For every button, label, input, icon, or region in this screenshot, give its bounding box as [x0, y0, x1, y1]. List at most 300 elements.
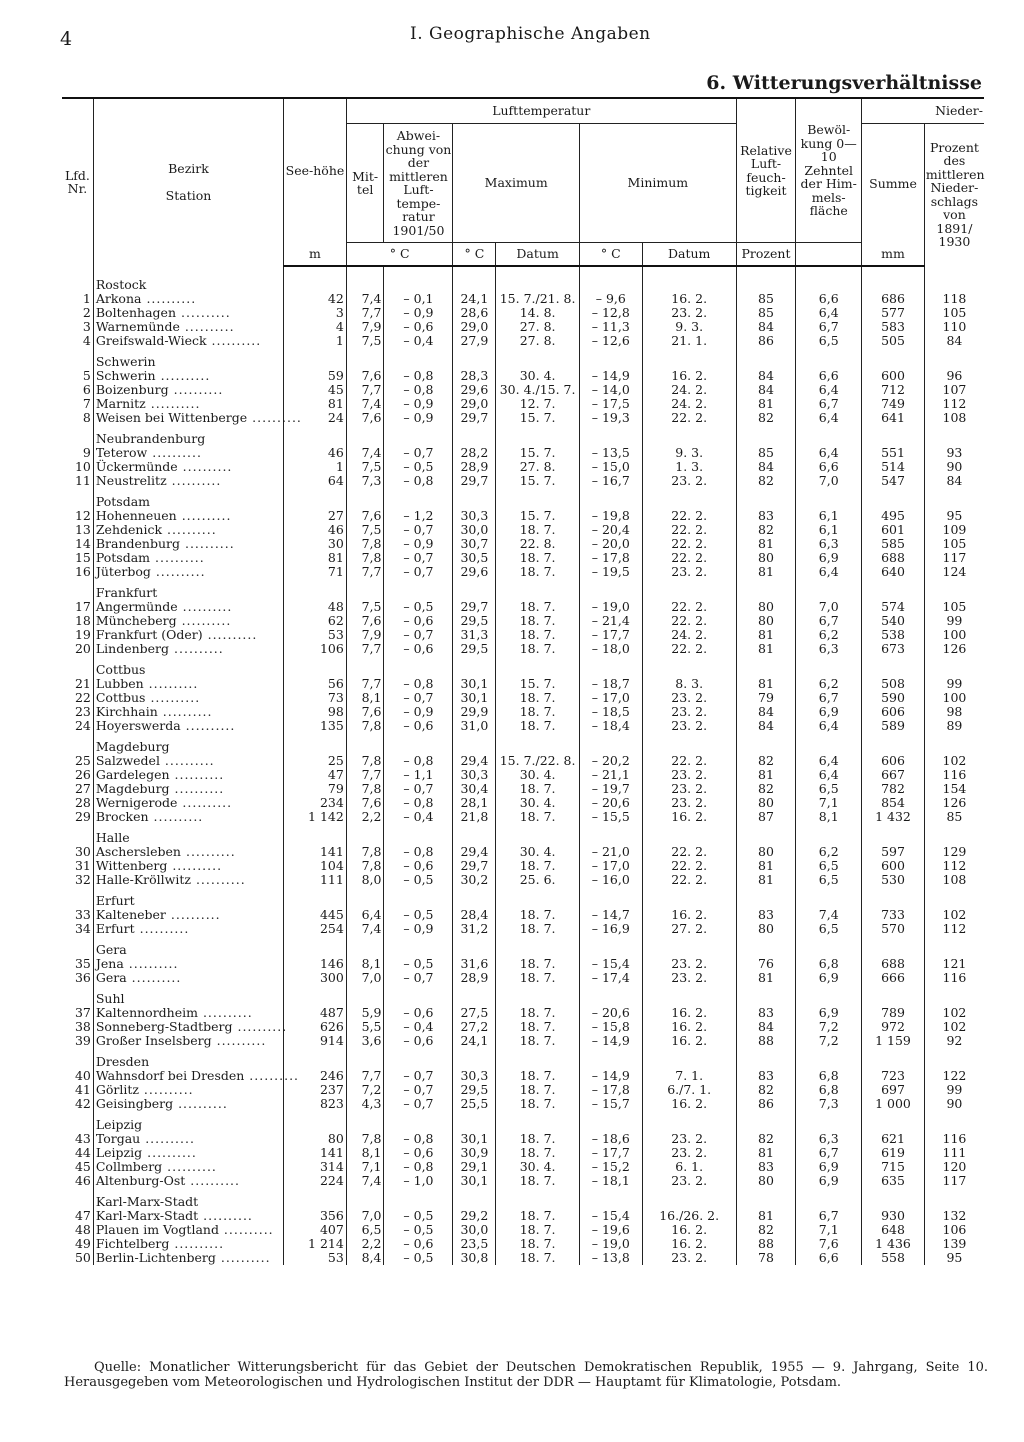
- table-row: [62, 845, 984, 859]
- cell-feuchte: 80: [736, 922, 796, 936]
- source-note: Quelle: Monatlicher Witterungsbericht für das Gebiet der Deutschen Demokratischen Republik, 1955 — 9. Jahrgang, Seite 10. Herausgegeben vom Meteorologischen und Hydrologischen Institut der DDR — Hauptamt für Klimatologie, Potsdam.: [64, 1360, 988, 1390]
- cell-prozent: 122: [924, 1069, 984, 1083]
- cell-empty: [496, 1111, 580, 1132]
- cell-max-datum: 18. 7.: [496, 1020, 580, 1034]
- cell-station: [93, 859, 283, 873]
- cell-bewoelkung: 6,2: [796, 628, 862, 642]
- cell-lfd-nr: 41: [74, 1081, 91, 1097]
- cell-lfd-nr: 1: [82, 290, 91, 306]
- cell-summe: 514: [862, 460, 925, 474]
- cell-abweichung: – 0,6: [384, 1034, 453, 1048]
- cell-empty: [62, 1188, 93, 1209]
- cell-empty: [642, 1188, 736, 1209]
- cell-feuchte: 85: [736, 306, 796, 320]
- cell-feuchte: 82: [736, 1083, 796, 1097]
- cell-feuchte: 84: [736, 705, 796, 719]
- cell-min-datum: 22. 2.: [642, 509, 736, 523]
- cell-minimum: – 16,9: [579, 922, 642, 936]
- cell-max-datum: 18. 7.: [496, 1097, 580, 1111]
- cell-empty: [346, 887, 384, 908]
- cell-max-datum: 18. 7.: [496, 600, 580, 614]
- cell-abweichung: – 0,8: [384, 369, 453, 383]
- cell-empty: [496, 887, 580, 908]
- cell-empty: [642, 656, 736, 677]
- cell-feuchte: 86: [736, 334, 796, 348]
- cell-max-datum: 27. 8.: [496, 320, 580, 334]
- station-name: Lindenberg: [95, 640, 170, 656]
- cell-maximum: 30,1: [453, 691, 496, 705]
- cell-empty: [579, 1048, 642, 1069]
- cell-max-datum: 12. 7.: [496, 397, 580, 411]
- cell-mittel: 7,5: [346, 460, 384, 474]
- table-row: [62, 523, 984, 537]
- cell-seehoehe: 81: [284, 551, 347, 565]
- cell-prozent: 154: [924, 782, 984, 796]
- cell-empty: [62, 579, 93, 600]
- cell-empty: [924, 266, 984, 292]
- cell-lfd-nr: 24: [74, 717, 91, 733]
- cell-empty: [62, 656, 93, 677]
- leader-dots: ..........: [190, 871, 246, 887]
- cell-maximum: 30,4: [453, 782, 496, 796]
- table-row: [62, 642, 984, 656]
- station-name: Arkona: [95, 290, 142, 306]
- cell-empty: [736, 488, 796, 509]
- cell-empty: [496, 936, 580, 957]
- cell-prozent: 116: [924, 1132, 984, 1146]
- cell-minimum: – 19,6: [579, 1223, 642, 1237]
- cell-station: [93, 369, 283, 383]
- cell-min-datum: 23. 2.: [642, 474, 736, 488]
- cell-empty: [924, 985, 984, 1006]
- cell-empty: [642, 1111, 736, 1132]
- cell-empty: [496, 656, 580, 677]
- leader-dots: ..........: [169, 780, 225, 796]
- cell-empty: [346, 985, 384, 1006]
- cell-empty: [862, 1111, 925, 1132]
- cell-max-datum: 18. 7.: [496, 859, 580, 873]
- cell-summe: 1 000: [862, 1097, 925, 1111]
- cell-station: [93, 1174, 283, 1188]
- cell-abweichung: – 0,7: [384, 565, 453, 579]
- station-name: Brocken: [95, 808, 149, 824]
- station-name: Weisen bei Wittenberge: [95, 409, 248, 425]
- cell-min-datum: 24. 2.: [642, 383, 736, 397]
- cell-minimum: – 14,7: [579, 908, 642, 922]
- cell-summe: 601: [862, 523, 925, 537]
- cell-mittel: 3,6: [346, 1034, 384, 1048]
- cell-min-datum: 7. 1.: [642, 1069, 736, 1083]
- cell-maximum: 30,7: [453, 537, 496, 551]
- cell-feuchte: 82: [736, 1132, 796, 1146]
- cell-empty: [384, 824, 453, 845]
- cell-empty: [496, 1188, 580, 1209]
- cell-prozent: 90: [924, 460, 984, 474]
- table-row: [62, 565, 984, 579]
- cell-abweichung: – 0,7: [384, 628, 453, 642]
- cell-summe: 538: [862, 628, 925, 642]
- cell-empty: [579, 488, 642, 509]
- cell-empty: [924, 488, 984, 509]
- cell-mittel: 5,5: [346, 1020, 384, 1034]
- table-row: [62, 705, 984, 719]
- cell-empty: [284, 985, 347, 1006]
- cell-station: [93, 628, 283, 642]
- leader-dots: ..........: [141, 290, 197, 306]
- cell-seehoehe: 135: [284, 719, 347, 733]
- cell-abweichung: – 0,9: [384, 397, 453, 411]
- group-row: [62, 425, 984, 446]
- cell-prozent: 99: [924, 677, 984, 691]
- cell-min-datum: 23. 2.: [642, 1132, 736, 1146]
- cell-bewoelkung: 6,7: [796, 614, 862, 628]
- table-row: [62, 768, 984, 782]
- cell-prozent: 126: [924, 796, 984, 810]
- cell-empty: [862, 579, 925, 600]
- table-row: [62, 509, 984, 523]
- cell-max-datum: 14. 8.: [496, 306, 580, 320]
- cell-bewoelkung: 8,1: [796, 810, 862, 824]
- header-min-unit: ° C: [579, 243, 642, 266]
- group-row: [62, 1111, 984, 1132]
- cell-bewoelkung: 6,6: [796, 369, 862, 383]
- weather-table: [62, 97, 984, 1265]
- cell-lfd-nr: 49: [74, 1235, 91, 1251]
- cell-minimum: – 14,9: [579, 1034, 642, 1048]
- leader-dots: ..........: [185, 1172, 241, 1188]
- cell-prozent: 116: [924, 971, 984, 985]
- cell-seehoehe: 224: [284, 1174, 347, 1188]
- cell-empty: [384, 1111, 453, 1132]
- cell-prozent: 98: [924, 705, 984, 719]
- station-name: Angermünde: [95, 598, 178, 614]
- cell-abweichung: – 0,8: [384, 1160, 453, 1174]
- cell-empty: [453, 1188, 496, 1209]
- cell-abweichung: – 0,5: [384, 600, 453, 614]
- cell-bewoelkung: 7,0: [796, 474, 862, 488]
- cell-lfd-nr: 9: [82, 444, 91, 460]
- table-row: [62, 971, 984, 985]
- cell-feuchte: 81: [736, 628, 796, 642]
- cell-prozent: 107: [924, 383, 984, 397]
- table-row: [62, 810, 984, 824]
- station-name: Cottbus: [95, 689, 146, 705]
- cell-station: [93, 908, 283, 922]
- cell-bewoelkung: 7,6: [796, 1237, 862, 1251]
- station-name: Plauen im Vogtland: [95, 1221, 219, 1237]
- table-row: [62, 1034, 984, 1048]
- cell-lfd-nr: 5: [82, 367, 91, 383]
- cell-max-datum: 15. 7./21. 8.: [496, 292, 580, 306]
- cell-empty: [453, 266, 496, 292]
- cell-empty: [642, 887, 736, 908]
- cell-lfd-nr: 26: [74, 766, 91, 782]
- station-name: Wittenberg: [95, 857, 168, 873]
- cell-prozent: 102: [924, 908, 984, 922]
- section-title: 6. Witterungsverhältnisse: [706, 72, 982, 94]
- cell-abweichung: – 0,6: [384, 1146, 453, 1160]
- cell-lfd-nr: 45: [74, 1158, 91, 1174]
- cell-lfd-nr: 40: [74, 1067, 91, 1083]
- cell-station: [93, 873, 283, 887]
- cell-empty: [384, 348, 453, 369]
- cell-prozent: 109: [924, 523, 984, 537]
- leader-dots: ..........: [215, 1249, 271, 1265]
- cell-minimum: – 17,5: [579, 397, 642, 411]
- cell-lfd-nr: 21: [74, 675, 91, 691]
- cell-bewoelkung: 6,5: [796, 782, 862, 796]
- cell-min-datum: 23. 2.: [642, 1174, 736, 1188]
- cell-empty: [346, 266, 384, 292]
- table-body: [62, 266, 984, 1265]
- cell-minimum: – 19,5: [579, 565, 642, 579]
- cell-maximum: 30,3: [453, 509, 496, 523]
- group-row: [62, 733, 984, 754]
- station-name: Geisingberg: [95, 1095, 174, 1111]
- cell-bewoelkung: 6,8: [796, 1069, 862, 1083]
- cell-station: [93, 705, 283, 719]
- cell-min-datum: 6. 1.: [642, 1160, 736, 1174]
- cell-prozent: 112: [924, 922, 984, 936]
- station-name: Ückermünde: [95, 458, 178, 474]
- cell-abweichung: – 0,8: [384, 677, 453, 691]
- cell-summe: 1 159: [862, 1034, 925, 1048]
- cell-lfd-nr: 8: [82, 409, 91, 425]
- cell-empty: [284, 266, 347, 292]
- cell-seehoehe: 237: [284, 1083, 347, 1097]
- cell-station: [93, 810, 283, 824]
- header-lfd: Lfd. Nr.: [64, 167, 90, 197]
- cell-empty: [736, 824, 796, 845]
- cell-mittel: 7,7: [346, 306, 384, 320]
- cell-empty: [862, 1188, 925, 1209]
- cell-min-datum: 16. 2.: [642, 1097, 736, 1111]
- cell-feuchte: 80: [736, 551, 796, 565]
- cell-prozent: 121: [924, 957, 984, 971]
- cell-empty: [579, 1111, 642, 1132]
- table-row: [62, 1006, 984, 1020]
- cell-empty: [62, 266, 93, 292]
- cell-mittel: 8,1: [346, 957, 384, 971]
- cell-summe: 508: [862, 677, 925, 691]
- cell-station: [93, 1067, 300, 1083]
- station-name: Leipzig: [95, 1144, 143, 1160]
- cell-seehoehe: 141: [284, 1146, 347, 1160]
- cell-prozent: 108: [924, 873, 984, 887]
- station-name: Magdeburg: [95, 780, 170, 796]
- leader-dots: ..........: [166, 472, 222, 488]
- cell-empty: [453, 1111, 496, 1132]
- cell-mittel: 7,5: [346, 600, 384, 614]
- cell-max-datum: 18. 7.: [496, 1006, 580, 1020]
- cell-prozent: 118: [924, 292, 984, 306]
- cell-empty: [736, 348, 796, 369]
- cell-minimum: – 17,4: [579, 971, 642, 985]
- cell-prozent: 99: [924, 1083, 984, 1097]
- cell-minimum: – 21,0: [579, 845, 642, 859]
- cell-max-datum: 30. 4.: [496, 796, 580, 810]
- station-name: Großer Inselsberg: [95, 1032, 212, 1048]
- cell-max-datum: 15. 7./22. 8.: [496, 754, 580, 768]
- cell-empty: [346, 1188, 384, 1209]
- cell-station: [93, 383, 283, 397]
- cell-bewoelkung: 6,7: [796, 691, 862, 705]
- cell-seehoehe: 356: [284, 1209, 347, 1223]
- table-row: [62, 922, 984, 936]
- cell-empty: [284, 425, 347, 446]
- cell-maximum: 27,2: [453, 1020, 496, 1034]
- cell-bewoelkung: 7,1: [796, 1223, 862, 1237]
- cell-min-datum: 16. 2.: [642, 908, 736, 922]
- cell-prozent: 84: [924, 334, 984, 348]
- cell-feuchte: 81: [736, 565, 796, 579]
- cell-mittel: 7,8: [346, 537, 384, 551]
- cell-max-datum: 18. 7.: [496, 1174, 580, 1188]
- cell-bewoelkung: 6,4: [796, 446, 862, 460]
- header-station: Station: [165, 188, 212, 204]
- cell-empty: [862, 1048, 925, 1069]
- cell-feuchte: 83: [736, 1006, 796, 1020]
- table-row: [62, 306, 984, 320]
- cell-feuchte: 88: [736, 1237, 796, 1251]
- cell-station: [93, 754, 283, 768]
- cell-feuchte: 87: [736, 810, 796, 824]
- cell-summe: 570: [862, 922, 925, 936]
- cell-empty: [346, 348, 384, 369]
- cell-minimum: – 21,4: [579, 614, 642, 628]
- cell-lfd-nr: 34: [74, 920, 91, 936]
- cell-bewoelkung: 6,9: [796, 1174, 862, 1188]
- cell-seehoehe: 24: [284, 411, 347, 425]
- cell-mittel: 7,9: [346, 320, 384, 334]
- cell-station: [93, 460, 283, 474]
- cell-maximum: 29,7: [453, 859, 496, 873]
- cell-maximum: 24,1: [453, 292, 496, 306]
- cell-empty: [284, 1188, 347, 1209]
- cell-empty: [796, 579, 862, 600]
- cell-station: [93, 642, 283, 656]
- cell-mittel: 7,0: [346, 971, 384, 985]
- bezirk-name: Gera: [93, 936, 283, 957]
- cell-min-datum: 27. 2.: [642, 922, 736, 936]
- cell-station: [93, 1237, 283, 1251]
- group-row: [62, 887, 984, 908]
- cell-mittel: 7,4: [346, 446, 384, 460]
- cell-summe: 782: [862, 782, 925, 796]
- cell-seehoehe: 98: [284, 705, 347, 719]
- station-name: Jüterbog: [95, 563, 151, 579]
- cell-empty: [924, 579, 984, 600]
- cell-summe: 749: [862, 397, 925, 411]
- cell-empty: [862, 425, 925, 446]
- station-name: Brandenburg: [95, 535, 181, 551]
- cell-maximum: 29,4: [453, 754, 496, 768]
- cell-bewoelkung: 6,8: [796, 957, 862, 971]
- cell-summe: 547: [862, 474, 925, 488]
- cell-max-datum: 18. 7.: [496, 1132, 580, 1146]
- cell-mittel: 7,8: [346, 719, 384, 733]
- station-name: Boltenhagen: [95, 304, 176, 320]
- cell-empty: [453, 1048, 496, 1069]
- cell-feuchte: 81: [736, 537, 796, 551]
- cell-lfd-nr: 37: [74, 1004, 91, 1020]
- cell-mittel: 7,7: [346, 565, 384, 579]
- leader-dots: ..........: [145, 395, 201, 411]
- cell-station: [93, 971, 283, 985]
- cell-max-datum: 25. 6.: [496, 873, 580, 887]
- leader-dots: ..........: [177, 458, 233, 474]
- cell-feuchte: 82: [736, 474, 796, 488]
- cell-maximum: 30,2: [453, 873, 496, 887]
- cell-empty: [736, 1048, 796, 1069]
- group-row: [62, 1048, 984, 1069]
- cell-empty: [284, 1111, 347, 1132]
- table-row: [62, 1069, 984, 1083]
- cell-summe: 712: [862, 383, 925, 397]
- cell-empty: [924, 1188, 984, 1209]
- cell-seehoehe: 626: [284, 1020, 347, 1034]
- cell-empty: [579, 348, 642, 369]
- cell-abweichung: – 0,5: [384, 1209, 453, 1223]
- cell-abweichung: – 0,8: [384, 1132, 453, 1146]
- cell-feuchte: 81: [736, 677, 796, 691]
- cell-empty: [796, 488, 862, 509]
- cell-seehoehe: 3: [284, 306, 347, 320]
- station-name: Görlitz: [95, 1081, 139, 1097]
- table-row: [62, 908, 984, 922]
- cell-abweichung: – 0,9: [384, 411, 453, 425]
- cell-feuchte: 81: [736, 1209, 796, 1223]
- cell-bewoelkung: 6,4: [796, 411, 862, 425]
- cell-min-datum: 6./7. 1.: [642, 1083, 736, 1097]
- cell-maximum: 28,9: [453, 971, 496, 985]
- cell-feuchte: 81: [736, 1146, 796, 1160]
- station-name: Altenburg-Ost: [95, 1172, 186, 1188]
- cell-minimum: – 15,2: [579, 1160, 642, 1174]
- station-name: Berlin-Lichtenberg: [95, 1249, 216, 1265]
- cell-min-datum: 22. 2.: [642, 873, 736, 887]
- cell-minimum: – 18,0: [579, 642, 642, 656]
- table-row: [62, 873, 984, 887]
- cell-empty: [796, 1188, 862, 1209]
- cell-abweichung: – 0,9: [384, 705, 453, 719]
- cell-minimum: – 20,2: [579, 754, 642, 768]
- leader-dots: ..........: [202, 626, 258, 642]
- cell-abweichung: – 0,7: [384, 551, 453, 565]
- cell-empty: [284, 488, 347, 509]
- cell-maximum: 29,1: [453, 1160, 496, 1174]
- station-name: Greifswald-Wieck: [95, 332, 207, 348]
- cell-station: [93, 600, 283, 614]
- table-row: [62, 1251, 984, 1265]
- cell-feuchte: 82: [736, 523, 796, 537]
- cell-seehoehe: 823: [284, 1097, 347, 1111]
- cell-min-datum: 22. 2.: [642, 523, 736, 537]
- cell-abweichung: – 0,5: [384, 957, 453, 971]
- cell-min-datum: 9. 3.: [642, 446, 736, 460]
- cell-empty: [736, 1188, 796, 1209]
- leader-dots: ..........: [134, 920, 190, 936]
- leader-dots: ..........: [162, 521, 217, 537]
- cell-station: [93, 1146, 283, 1160]
- cell-summe: 641: [862, 411, 925, 425]
- cell-min-datum: 22. 2.: [642, 600, 736, 614]
- station-name: Halle-Kröllwitz: [95, 871, 191, 887]
- cell-empty: [62, 1048, 93, 1069]
- leader-dots: ..........: [140, 1130, 195, 1146]
- cell-prozent: 99: [924, 614, 984, 628]
- cell-abweichung: – 0,4: [384, 810, 453, 824]
